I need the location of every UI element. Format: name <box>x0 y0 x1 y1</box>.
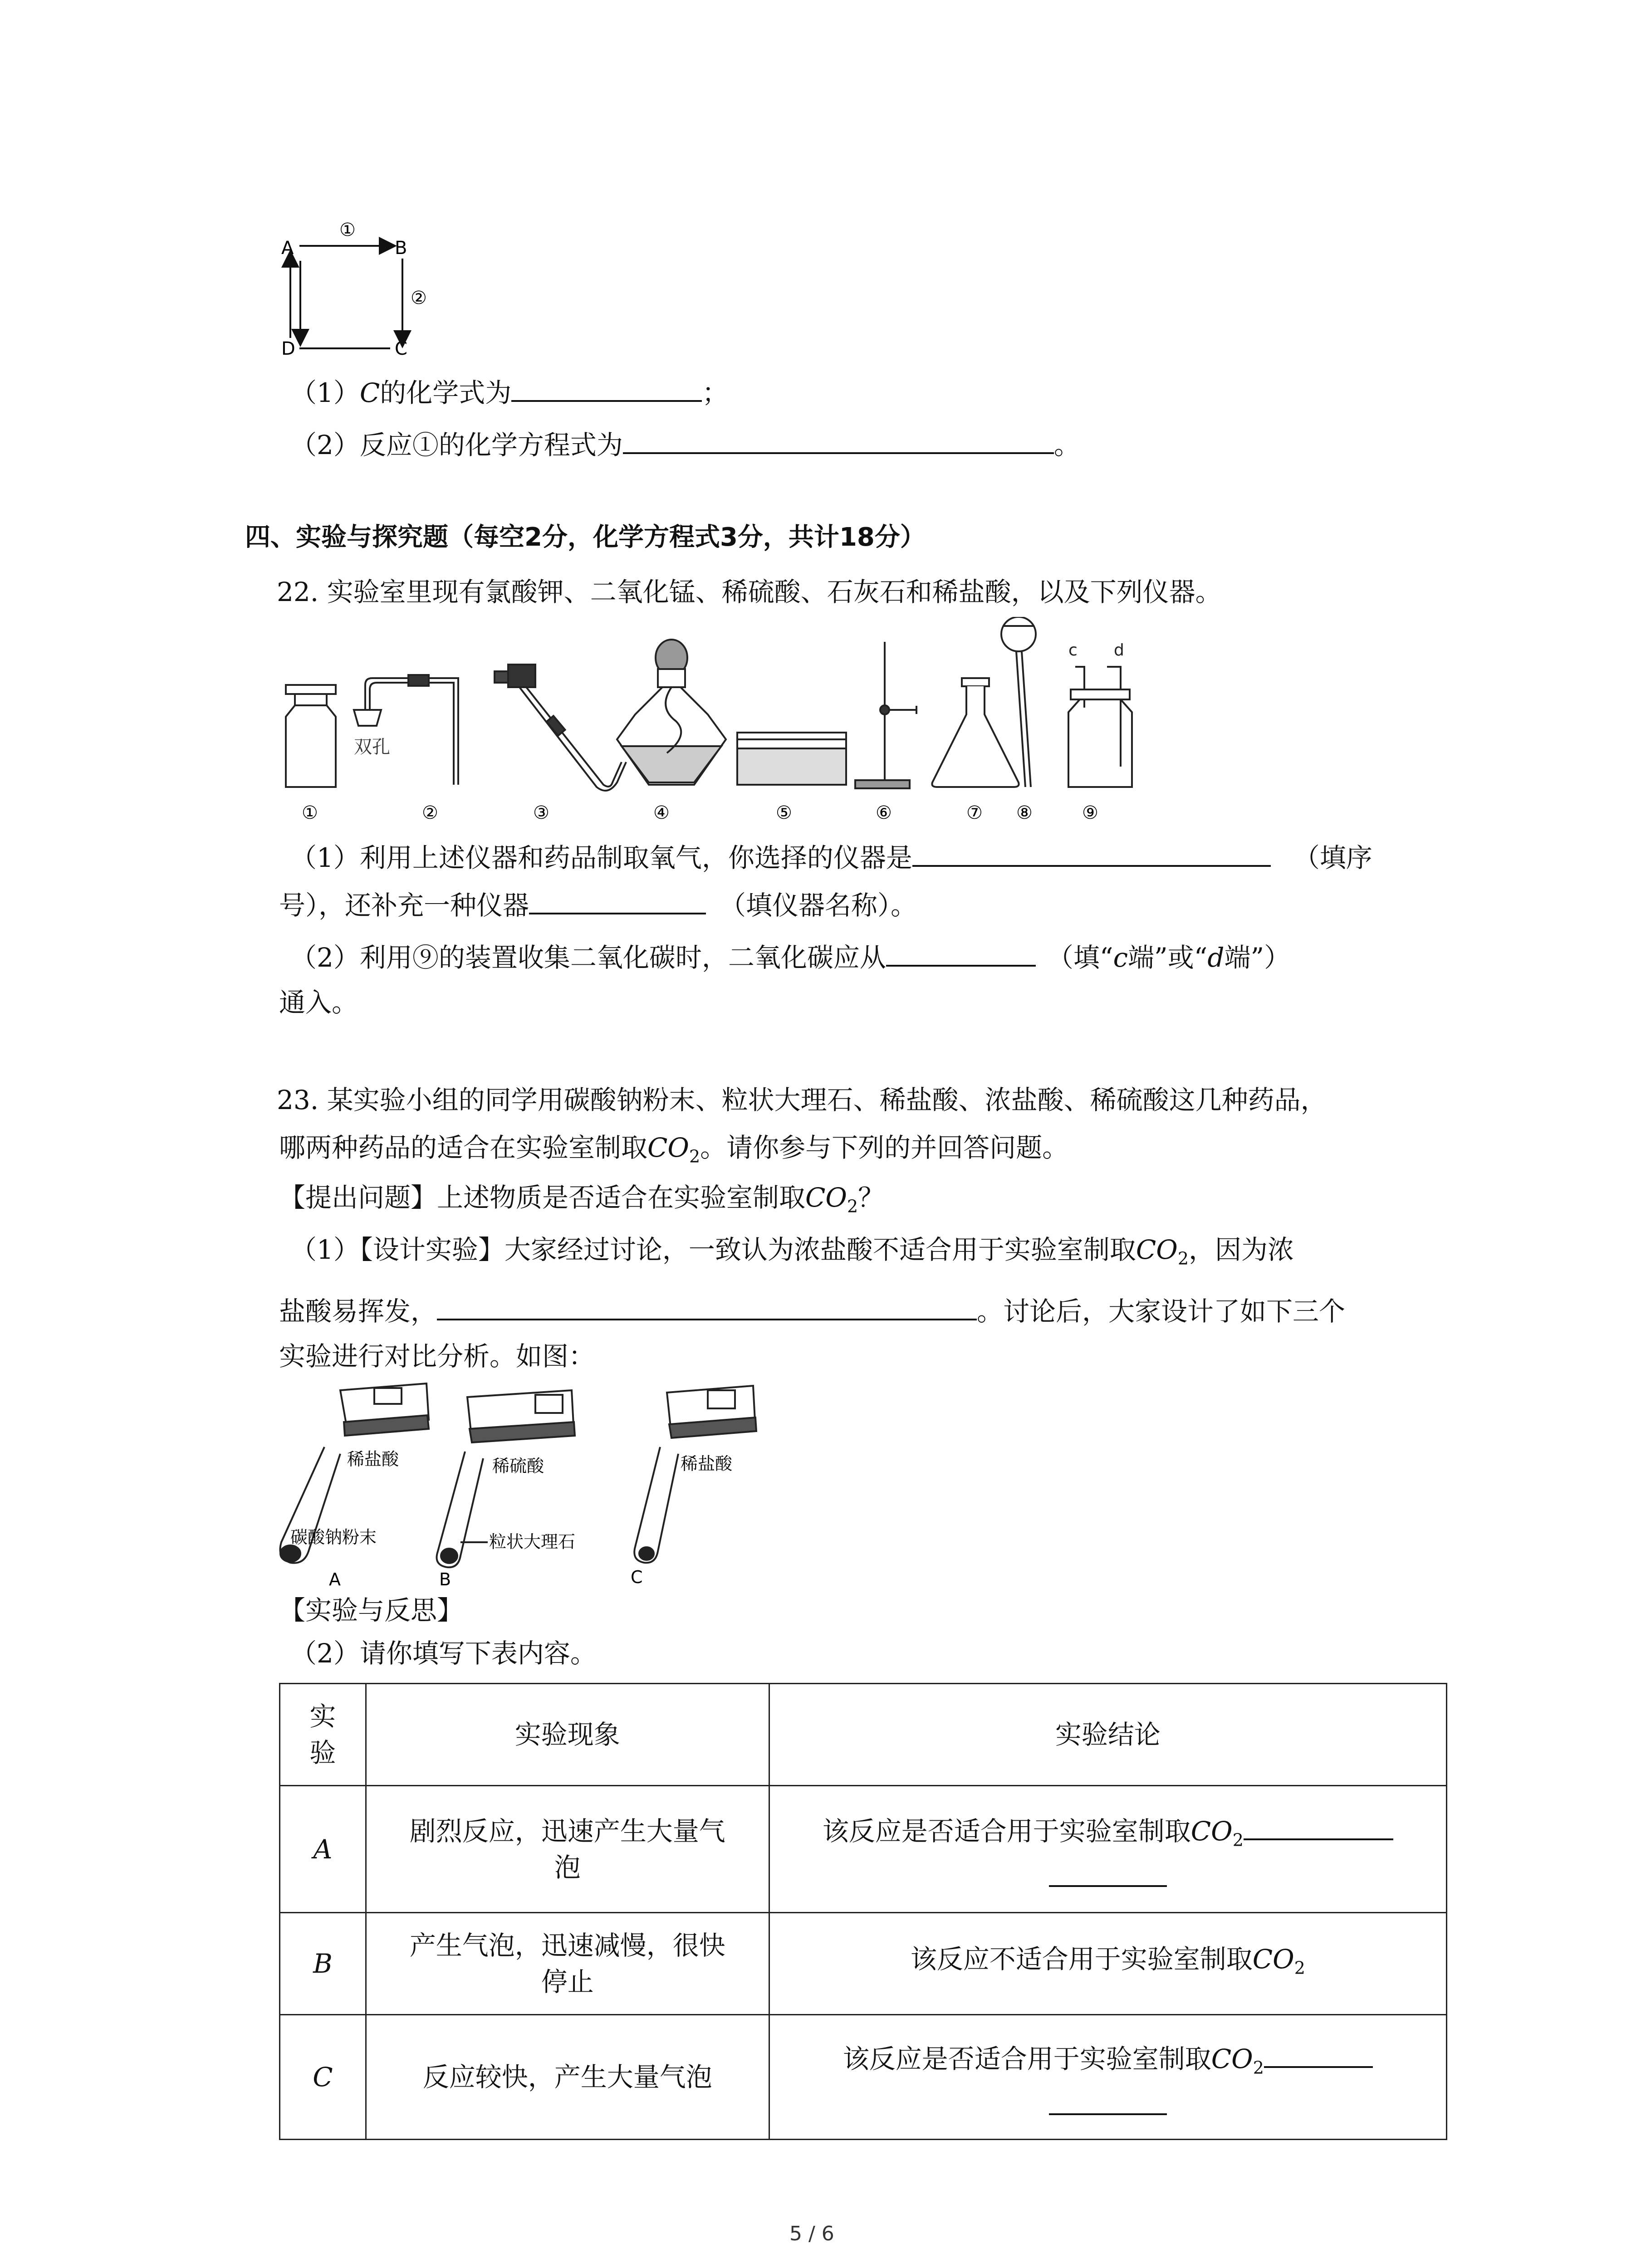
port-c-label: c <box>1068 641 1078 660</box>
apparatus-alcohol-lamp <box>617 640 726 785</box>
port-d-label: d <box>1114 641 1124 660</box>
row-c-conclusion: 该反应是否适合用于实验室制取$CO_2$ <box>769 2015 1446 2140</box>
q22-instrument-blank[interactable] <box>912 837 1271 867</box>
section-heading: 四、实验与探究题（每空2分，化学方程式3分，共计18分） <box>245 523 926 552</box>
fig-a-label: A <box>329 1569 341 1589</box>
q22-part1-line1: （1）利用上述仪器和药品制取氧气，你选择的仪器是 （填序 <box>290 837 1372 876</box>
apparatus-label-6: ⑥ <box>876 802 892 823</box>
q23-design-line1: （1）【设计实验】大家经过讨论，一致认为浓盐酸不适合用于实验室制取$CO_2$，因为浓 <box>290 1234 1294 1269</box>
q22-extra-instrument-blank[interactable] <box>529 885 706 914</box>
row-a-phenomenon: 剧烈反应，迅速产生大量气 泡 <box>366 1786 769 1913</box>
header-conclusion: 实验结论 <box>769 1684 1446 1786</box>
q21-part1: （1）C的化学式为 ； <box>290 372 728 411</box>
row-c-answer-blank-2[interactable] <box>1049 2095 1167 2115</box>
fig-c-label: C <box>631 1567 643 1587</box>
apparatus-label-3: ③ <box>533 802 549 823</box>
apparatus-label-1: ① <box>302 802 318 823</box>
row-a-answer-blank-2[interactable] <box>1049 1867 1167 1887</box>
q23-stem-line2: 哪两种药品的适合在实验室制取$CO_2$。请你参与下列的并回答问题。 <box>279 1132 1069 1167</box>
q22-stem: 22. 实验室里现有氯酸钾、二氧化锰、稀硫酸、石灰石和稀盐酸，以及下列仪器。 <box>277 577 1222 607</box>
fig-a-acid: 稀盐酸 <box>347 1449 399 1469</box>
q23-stem-line1: 23. 某实验小组的同学用碳酸钠粉末、粒状大理石、稀盐酸、浓盐酸、稀硫酸这几种药品， <box>277 1085 1327 1115</box>
fig-b-acid: 稀硫酸 <box>492 1456 544 1476</box>
q21-part2: （2）反应①的化学方程式为 。 <box>290 424 1080 463</box>
abcd-cycle-diagram <box>272 213 463 363</box>
row-b-phenomenon: 产生气泡，迅速减慢，很快 停止 <box>366 1913 769 2015</box>
row-c-exp: C <box>280 2015 366 2140</box>
q23-design-line2: 盐酸易挥发， 。讨论后，大家设计了如下三个 <box>279 1290 1345 1330</box>
row-c-phenomenon: 反应较快，产生大量气泡 <box>366 2015 769 2140</box>
node-a: A <box>281 238 294 259</box>
arrow-label-1: ① <box>339 220 356 240</box>
row-b-conclusion: 该反应不适合用于实验室制取$CO_2$ <box>769 1913 1446 2015</box>
table-row <box>280 1786 1447 1913</box>
apparatus-label-9: ⑨ <box>1082 802 1098 823</box>
fig-c-acid: 稀盐酸 <box>681 1454 733 1474</box>
row-c-answer-blank[interactable] <box>1264 2039 1373 2068</box>
apparatus-conical-flask <box>932 678 1019 787</box>
fig-b-solid: 粒状大理石 <box>489 1532 576 1552</box>
q22-part2-line1: （2）利用⑨的装置收集二氧化碳时，二氧化碳应从 （填“c端”或“d端”） <box>290 937 1290 976</box>
header-phenomenon: 实验现象 <box>366 1684 769 1786</box>
q23-reflect-heading: 【实验与反思】 <box>279 1595 464 1626</box>
results-table <box>279 1683 1447 2140</box>
node-d: D <box>281 338 295 359</box>
apparatus-label-8: ⑧ <box>1016 802 1033 823</box>
q22-apparatus-figure <box>272 617 1452 826</box>
apparatus-bent-tube <box>495 665 626 791</box>
node-c: C <box>395 338 407 359</box>
q23-part2: （2）请你填写下表内容。 <box>290 1638 597 1669</box>
table-row <box>280 2015 1447 2140</box>
header-experiment: 实 验 <box>280 1684 366 1786</box>
row-b-exp: B <box>280 1913 366 2015</box>
stopper-label: 双孔 <box>354 737 390 758</box>
q23-question: 【提出问题】上述物质是否适合在实验室制取$CO_2$？ <box>279 1182 885 1217</box>
apparatus-water-trough <box>737 733 846 785</box>
q21-answer-blank-2[interactable] <box>623 424 1054 454</box>
q22-part1-line2: 号），还补充一种仪器 （填仪器名称）。 <box>279 885 917 924</box>
apparatus-gas-bottle <box>1068 667 1132 787</box>
row-a-answer-blank[interactable] <box>1244 1811 1393 1840</box>
page-number: 5 / 6 <box>789 2222 834 2245</box>
apparatus-label-5: ⑤ <box>776 802 792 823</box>
q23-design-line3: 实验进行对比分析。如图： <box>279 1341 595 1372</box>
node-b: B <box>395 238 407 259</box>
q22-part2-line2: 通入。 <box>279 987 358 1018</box>
fig-a-solid: 碳酸钠粉末 <box>290 1527 377 1547</box>
q23-experiment-figure <box>272 1379 771 1592</box>
apparatus-stopper-tube <box>354 675 458 785</box>
apparatus-label-4: ④ <box>653 802 670 823</box>
apparatus-iron-stand <box>855 642 916 788</box>
experiment-c <box>634 1386 756 1563</box>
apparatus-label-7: ⑦ <box>966 802 983 823</box>
apparatus-reagent-bottle <box>286 685 336 787</box>
q23-reason-blank[interactable] <box>437 1290 977 1320</box>
row-a-exp: A <box>280 1786 366 1913</box>
fig-b-label: B <box>439 1569 451 1589</box>
q22-port-blank[interactable] <box>886 937 1036 967</box>
q21-answer-blank-1[interactable] <box>511 372 702 402</box>
row-a-conclusion: 该反应是否适合用于实验室制取$CO_2$ <box>769 1786 1446 1913</box>
arrow-label-2: ② <box>411 288 427 308</box>
table-header-row <box>280 1684 1447 1786</box>
table-row <box>280 1913 1447 2015</box>
apparatus-label-2: ② <box>422 802 438 823</box>
